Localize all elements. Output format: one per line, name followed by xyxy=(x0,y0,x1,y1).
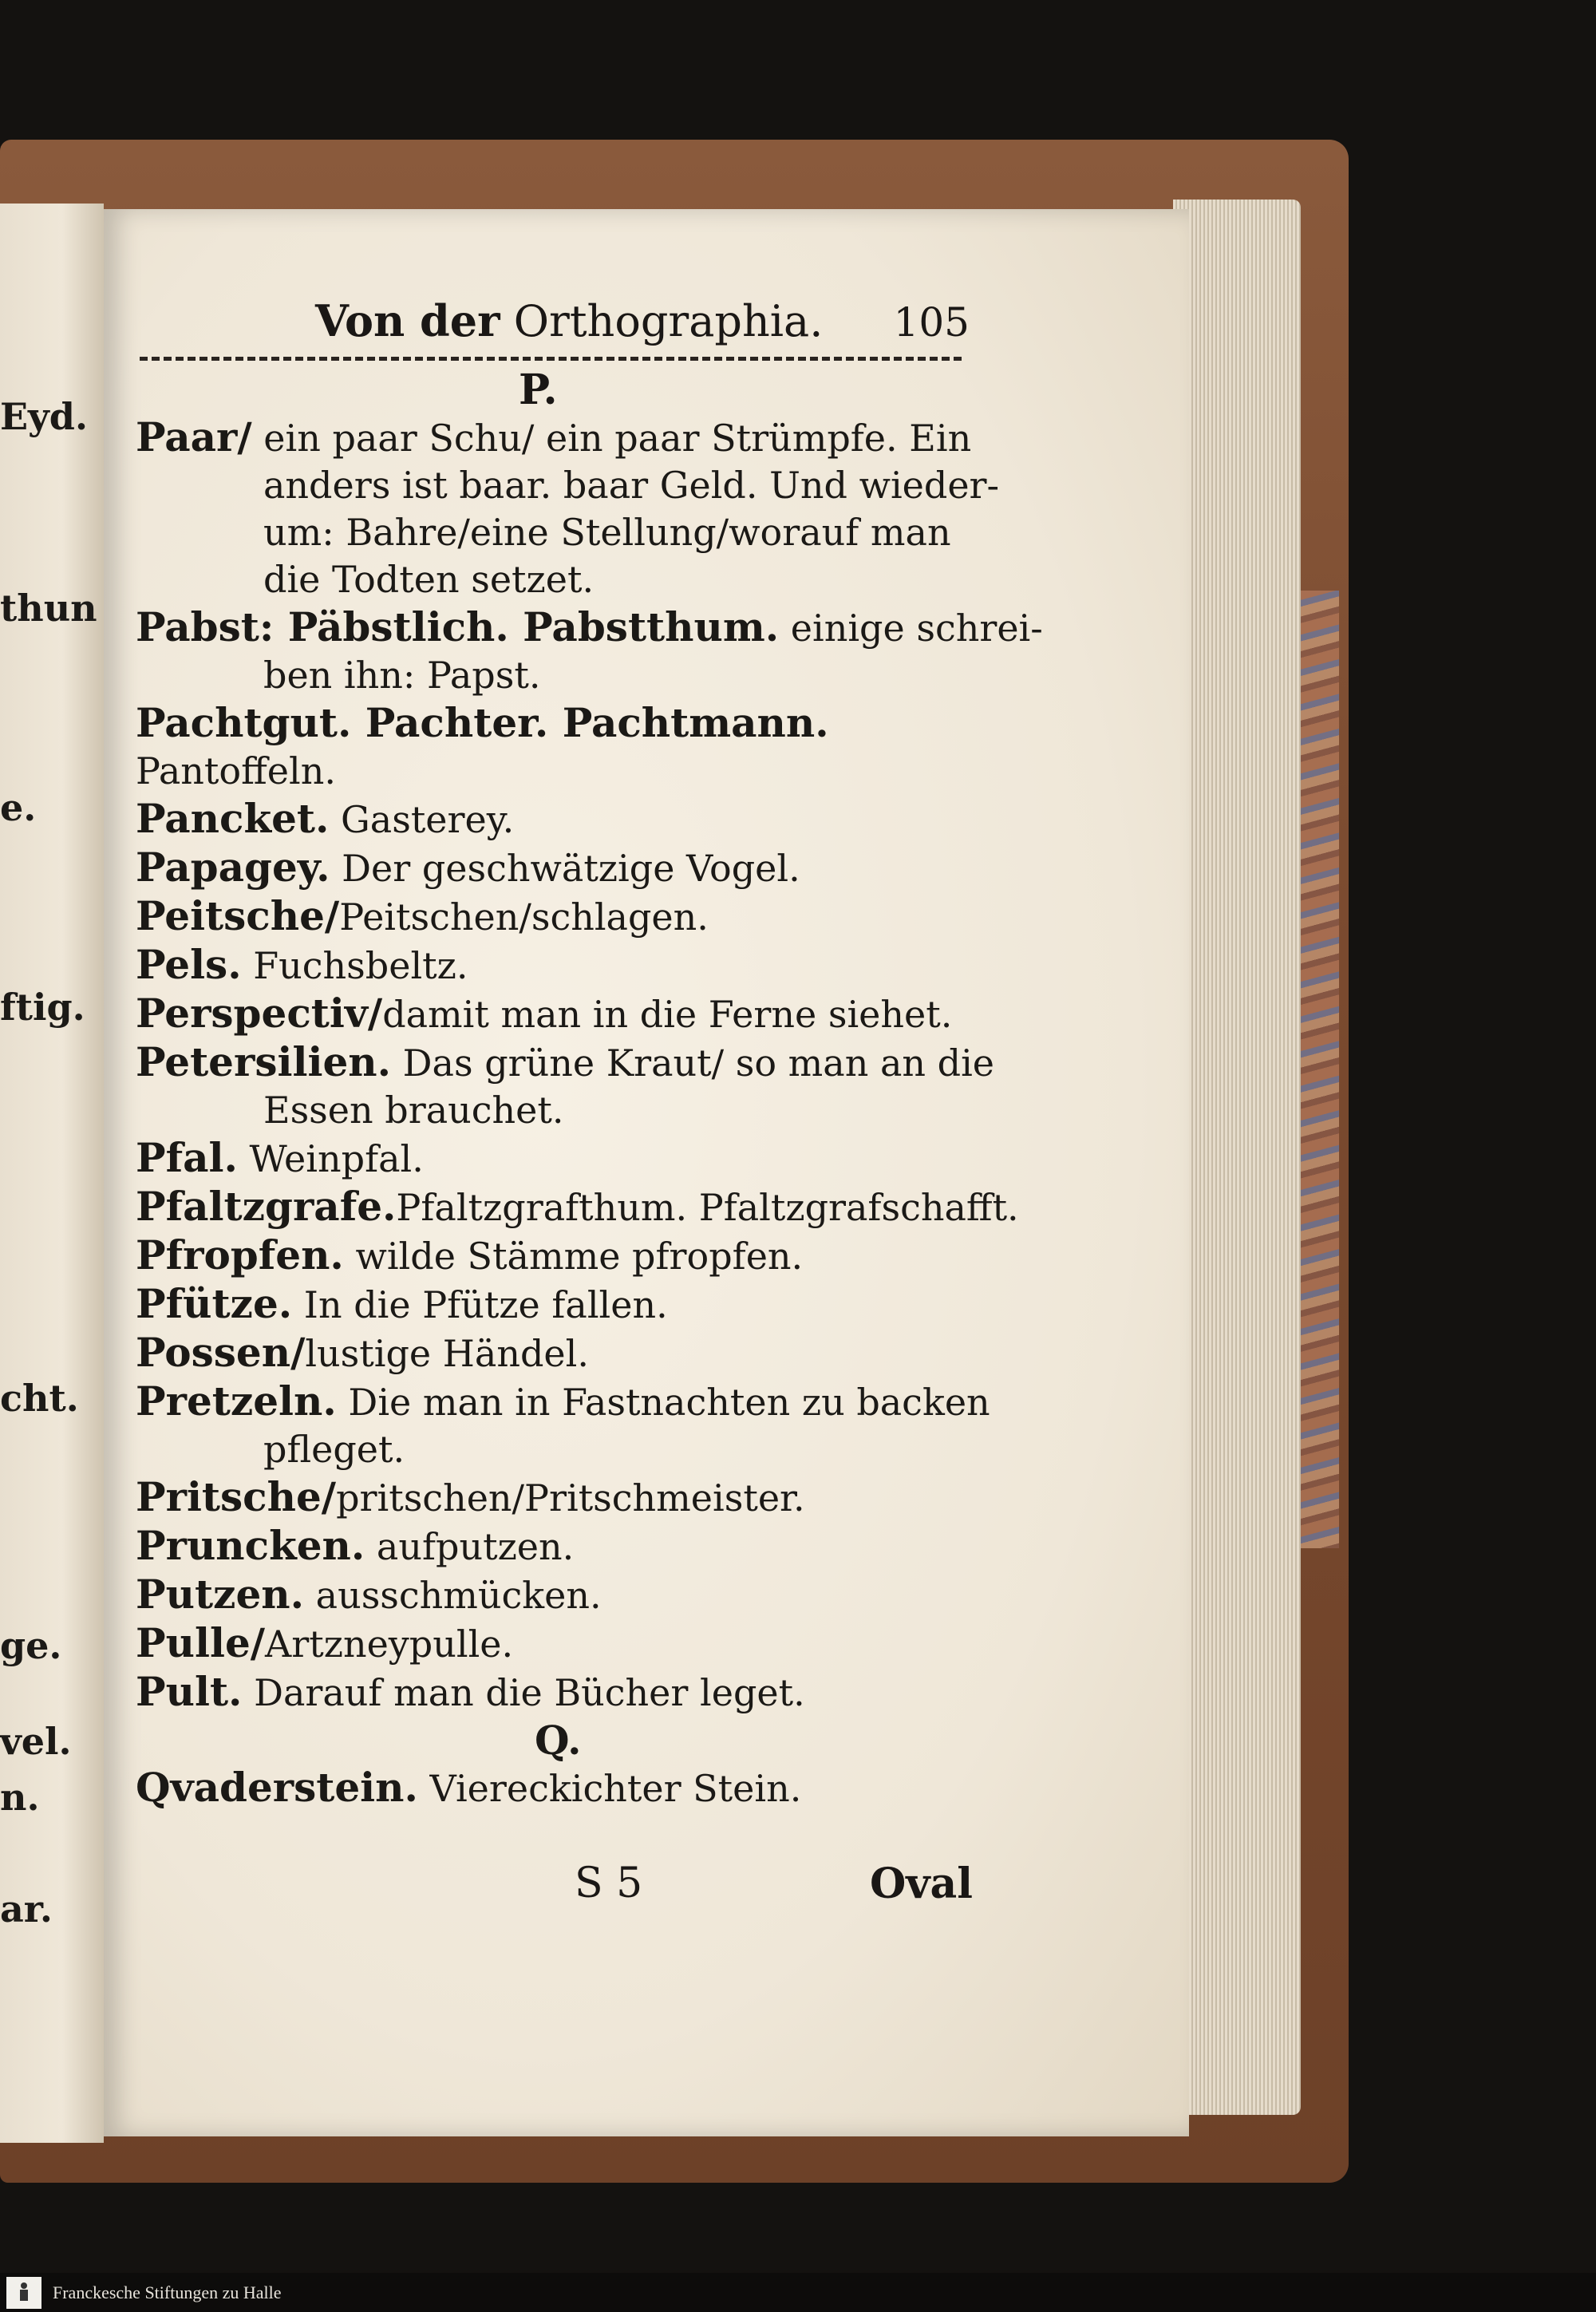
entry-text: Die man in Fastnachten zu backen xyxy=(336,1381,990,1424)
entry-continuation xyxy=(136,462,1005,509)
dictionary-entry xyxy=(136,1231,1005,1280)
entry-text: ein paar Schu/ ein paar Strümpfe. Ein xyxy=(251,417,972,460)
entry-headword: Pfropfen. xyxy=(136,1231,344,1279)
entry-text: aufputzen. xyxy=(365,1525,575,1568)
left-fragment: n. xyxy=(0,1776,40,1819)
dictionary-entry xyxy=(136,892,1005,941)
dictionary-entry xyxy=(136,990,1005,1038)
entry-text: Das grüne Kraut/ so man an die xyxy=(391,1041,994,1085)
entry-headword: Pabst: Päbstlich. Pabstthum. xyxy=(136,603,780,650)
catchword: Oval xyxy=(870,1859,973,1908)
entry-headword: Putzen. xyxy=(136,1571,305,1618)
entry-continuation xyxy=(136,1426,1005,1473)
entry-text: Gasterey. xyxy=(329,798,515,841)
entry-headword: Pulle/ xyxy=(136,1619,266,1666)
left-fragment: ge. xyxy=(0,1624,62,1667)
entry-continuation xyxy=(136,1087,1005,1134)
dictionary-entry xyxy=(136,1280,1005,1329)
dictionary-entry xyxy=(136,941,1005,990)
dictionary-entry xyxy=(136,603,1043,652)
page-number: 105 xyxy=(893,299,970,346)
entry-headword: Peitsche/ xyxy=(136,892,340,939)
dictionary-entry xyxy=(136,795,1005,844)
entry-continuation xyxy=(136,509,1005,556)
entry-headword: Pritsche/ xyxy=(136,1473,337,1520)
dictionary-entry xyxy=(136,1764,1005,1812)
entry-text: anders ist baar. baar Geld. Und wieder- xyxy=(263,464,1000,507)
entry-text: Der geschwätzige Vogel. xyxy=(330,847,800,890)
entry-headword: Pruncken. xyxy=(136,1522,365,1569)
entry-headword: Papagey. xyxy=(136,844,330,891)
entry-text: In die Pfütze fallen. xyxy=(292,1283,668,1326)
entry-text: Darauf man die Bücher leget. xyxy=(242,1671,805,1714)
entry-text: wilde Stämme pfropfen. xyxy=(343,1235,804,1278)
dictionary-entry xyxy=(136,844,1005,892)
entry-headword: Pretzeln. xyxy=(136,1377,337,1425)
entry-continuation xyxy=(136,652,1005,699)
entry-text: Artzneypulle. xyxy=(265,1622,514,1666)
dictionary-entry xyxy=(136,1619,1005,1668)
signature-mark: S 5 xyxy=(575,1859,643,1907)
dictionary-entry xyxy=(136,699,1005,748)
entry-headword: Pancket. xyxy=(136,795,330,842)
dictionary-entry xyxy=(136,1183,1019,1231)
left-fragment: Eyd. xyxy=(0,395,88,438)
entry-text: Weinpfal. xyxy=(237,1137,424,1180)
dictionary-entry xyxy=(136,1473,1005,1522)
entry-text: Essen brauchet. xyxy=(263,1089,564,1132)
entry-text: lustige Händel. xyxy=(305,1332,589,1375)
footer-credit: Franckesche Stiftungen zu Halle xyxy=(53,2282,282,2302)
dictionary-entry xyxy=(136,1038,1005,1087)
entry-headword: Paar/ xyxy=(136,413,252,460)
entry-text: Pantoffeln. xyxy=(136,749,336,792)
entry-text: ausschmücken. xyxy=(304,1574,602,1617)
entry-headword: Possen/ xyxy=(136,1329,306,1376)
left-fragment: cht. xyxy=(0,1377,79,1420)
entry-continuation xyxy=(136,556,1005,603)
institution-logo-icon xyxy=(6,2277,41,2309)
entry-headword: Petersilien. xyxy=(136,1038,392,1085)
entry-text: die Todten setzet. xyxy=(263,558,595,601)
entry-headword: Perspectiv/ xyxy=(136,990,383,1037)
dictionary-entry xyxy=(136,1522,1005,1571)
dictionary-entry xyxy=(136,748,1005,795)
footer-bar xyxy=(0,2273,1596,2312)
entry-text: pfleget. xyxy=(263,1428,405,1471)
header-rule xyxy=(140,357,962,361)
section-letter-q xyxy=(136,1717,1005,1764)
running-head-title: Orthographia. xyxy=(513,296,824,346)
entry-headword: Pfal. xyxy=(136,1134,238,1181)
entry-text: Pfaltzgrafthum. Pfaltzgrafschafft. xyxy=(396,1186,1019,1229)
left-fragment: vel. xyxy=(0,1720,72,1763)
logo-figure-icon xyxy=(15,2281,33,2305)
entry-headword: Pfaltzgrafe. xyxy=(136,1183,397,1230)
entry-text: ben ihn: Papst. xyxy=(263,654,541,697)
running-head xyxy=(315,295,823,346)
left-fragment: ftig. xyxy=(0,986,85,1029)
entry-text: Fuchsbeltz. xyxy=(241,944,468,987)
dictionary-entry xyxy=(136,1377,1005,1426)
dictionary-entry xyxy=(136,413,1005,462)
left-page xyxy=(0,204,104,2143)
dictionary-entry xyxy=(136,1134,1005,1183)
section-letter-p: P. xyxy=(519,366,558,414)
page-edges xyxy=(1173,200,1301,2115)
entry-text: Viereckichter Stein. xyxy=(417,1767,802,1810)
entry-text: um: Bahre/eine Stellung/worauf man xyxy=(263,511,951,554)
entry-headword: Pachtgut. Pachter. Pachtmann. xyxy=(136,699,829,746)
left-fragment: e. xyxy=(0,786,37,829)
dictionary-entry xyxy=(136,1571,1005,1619)
entry-text: pritschen/Pritschmeister. xyxy=(336,1476,805,1520)
page-header xyxy=(315,295,970,346)
entry-text: einige schrei- xyxy=(779,607,1043,650)
running-head-bold: Von der xyxy=(315,295,500,346)
entry-headword: Qvaderstein. xyxy=(136,1764,418,1811)
entry-headword: Pult. xyxy=(136,1668,243,1715)
left-fragment: thun xyxy=(0,587,97,630)
entry-text: Q. xyxy=(535,1717,582,1764)
left-fragment: ar. xyxy=(0,1887,53,1931)
dictionary-entry xyxy=(136,1329,1005,1377)
entry-text: damit man in die Ferne siehet. xyxy=(382,993,953,1036)
entry-text: Peitschen/schlagen. xyxy=(339,895,709,939)
dictionary-entry xyxy=(136,1668,1005,1717)
entry-headword: Pels. xyxy=(136,941,242,988)
entry-headword: Pfütze. xyxy=(136,1280,293,1327)
dictionary-entries xyxy=(136,413,1043,1812)
